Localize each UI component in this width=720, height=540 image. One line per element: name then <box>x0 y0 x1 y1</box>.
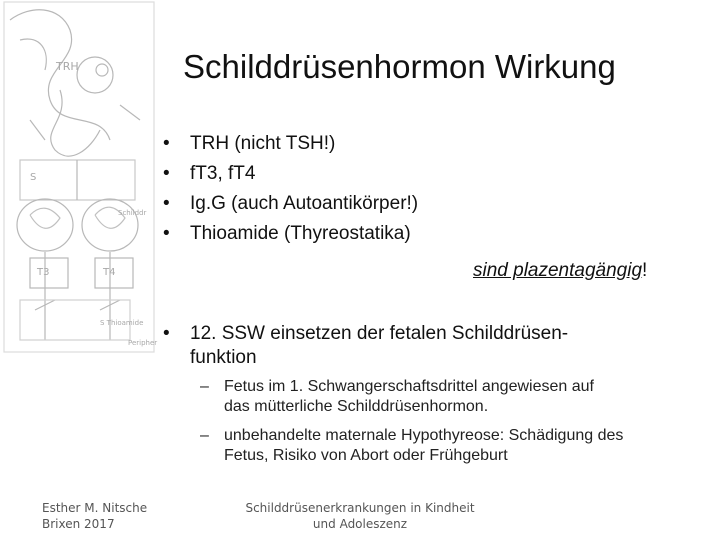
sub-bullet-line: das mütterliche Schilddrüsenhormon. <box>224 398 489 415</box>
sub-bullet-dash: – <box>200 427 209 444</box>
sub-bullet-dash: – <box>200 378 209 395</box>
slide-title: Schilddrüsenhormon Wirkung <box>183 48 616 85</box>
diagram-label-schilddr: Schilddr <box>118 209 147 217</box>
diagram-label-t3: T3 <box>37 267 50 278</box>
sub-bullet-line: Fetus im 1. Schwangerschaftsdrittel angewiesen auf <box>224 378 594 395</box>
bullet-dot: • <box>163 133 170 154</box>
bullet-dot: • <box>163 323 170 344</box>
footer-author-place: Brixen 2017 <box>42 517 115 531</box>
footer-author-name: Esther M. Nitsche <box>42 501 148 515</box>
diagram-label-peripher: Peripher <box>128 339 158 347</box>
bullet-dot: • <box>163 163 170 184</box>
ssw-line-1: 12. SSW einsetzen der fetalen Schilddrüsen- <box>190 323 569 344</box>
bullet-text: fT3, fT4 <box>190 163 256 184</box>
plazenta-note <box>473 260 647 282</box>
bullet-text: Ig.G (auch Autoantikörper!) <box>190 193 419 214</box>
footer-author <box>42 500 147 532</box>
ssw-line-2: funktion <box>190 347 257 368</box>
diagram-label-thioamide: S Thioamide <box>100 319 144 327</box>
plazenta-note-suffix: ! <box>642 260 648 281</box>
plazenta-note-text: sind plazentagängig <box>473 260 643 281</box>
diagram-label-t4: T4 <box>103 267 116 278</box>
bullet-text: Thioamide (Thyreostatika) <box>190 223 411 244</box>
footer-topic-line-2: und Adoleszenz <box>312 517 408 531</box>
bullet-text: TRH (nicht TSH!) <box>190 133 336 154</box>
footer-topic-line-1: Schilddrüsenerkrankungen in Kindheit <box>245 501 475 515</box>
footer-topic <box>245 500 475 532</box>
diagram-label-s: S <box>30 172 37 183</box>
bullet-dot: • <box>163 223 170 244</box>
bullet-dot: • <box>163 193 170 214</box>
thyroid-axis-sketch <box>0 0 158 355</box>
diagram-label-trh: TRH <box>56 60 79 73</box>
sub-bullet-line: unbehandelte maternale Hypothyreose: Schädigung des <box>224 427 624 444</box>
sub-bullet-line: Fetus, Risiko von Abort oder Frühgeburt <box>224 447 508 464</box>
